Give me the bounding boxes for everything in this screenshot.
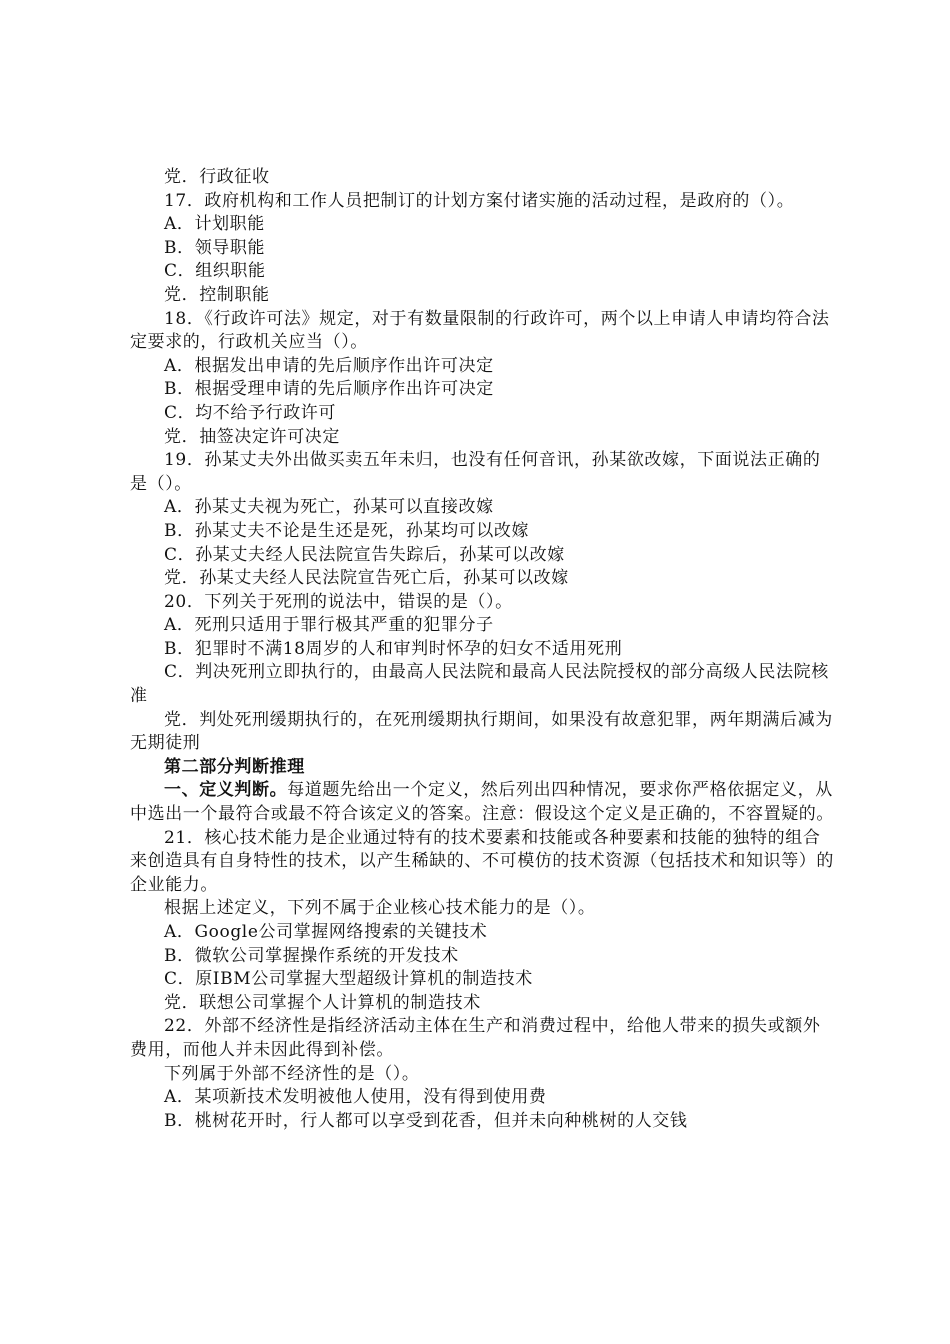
question-17: 17．政府机构和工作人员把制订的计划方案付诸实施的活动过程，是政府的（）。 xyxy=(164,190,795,211)
option-d: 党．行政征收 xyxy=(164,167,270,187)
option-d: 党．控制职能 xyxy=(164,284,270,305)
option-a: A．Google公司掌握网络搜索的关键技术 xyxy=(164,922,488,942)
option-b: B．犯罪时不满18周岁的人和审判时怀孕的妇女不适用死刑 xyxy=(164,638,623,659)
question-18: 18．《行政许可法》规定，对于有数量限制的行政许可，两个以上申请人申请均符合法定要求的，行政机关应当（）。 xyxy=(130,308,830,353)
option-b: B．桃树花开时，行人都可以享受到花香，但并未向种桃树的人交钱 xyxy=(164,1110,688,1131)
option-c: C．组织职能 xyxy=(164,261,266,282)
option-d: 党．判处死刑缓期执行的，在死刑缓期执行期间，如果没有故意犯罪，两年期满后减为无期徒刑 xyxy=(130,709,833,754)
question-19: 19．孙某丈夫外出做买卖五年未归，也没有任何音讯，孙某欲改嫁，下面说法正确的是（）。 xyxy=(130,450,821,494)
option-b: B．孙某丈夫不论是生还是死，孙某均可以改嫁 xyxy=(164,520,530,541)
option-a: A．死刑只适用于罪行极其严重的犯罪分子 xyxy=(164,615,494,636)
option-c: C．均不给予行政许可 xyxy=(164,402,337,423)
option-d: 党．联想公司掌握个人计算机的制造技术 xyxy=(164,992,481,1013)
definition-intro-text: 每道题先给出一个定义，然后列出四种情况，要求你严格依据定义，从中选出一个最符合或最不符合该定义的答案。注意：假设这个定义是正确的，不容置疑的。 xyxy=(130,780,834,825)
option-d: 党．抽签决定许可决定 xyxy=(164,426,340,447)
option-a: A．某项新技术发明被他人使用，没有得到使用费 xyxy=(164,1087,547,1108)
option-c: C．孙某丈夫经人民法院宣告失踪后，孙某可以改嫁 xyxy=(164,544,565,565)
option-c: C．原IBM公司掌握大型超级计算机的制造技术 xyxy=(164,969,533,990)
definition-intro xyxy=(130,779,834,826)
option-a: A．孙某丈夫视为死亡，孙某可以直接改嫁 xyxy=(164,497,494,518)
option-b: B．微软公司掌握操作系统的开发技术 xyxy=(164,945,459,966)
question-21: 21．核心技术能力是企业通过特有的技术要素和技能或各种要素和技能的独特的组合来创造具有自身特性的技术，以产生稀缺的、不可模仿的技术资源（包括技术和知识等）的企业能力。 xyxy=(130,827,834,895)
question-22-prompt: 下列属于外部不经济性的是（）。 xyxy=(164,1063,420,1084)
option-a: A．计划职能 xyxy=(164,214,265,235)
question-22: 22．外部不经济性是指经济活动主体在生产和消费过程中，给他人带来的损失或额外费用，而他人并未因此得到补偿。 xyxy=(130,1016,821,1060)
question-21-prompt: 根据上述定义，下列不属于企业核心技术能力的是（）。 xyxy=(164,898,596,919)
option-b: B．根据受理申请的先后顺序作出许可决定 xyxy=(164,379,494,400)
option-d: 党．孙某丈夫经人民法院宣告死亡后，孙某可以改嫁 xyxy=(164,568,569,589)
option-b: B．领导职能 xyxy=(164,237,266,258)
document-body xyxy=(130,166,834,1133)
definition-intro-lead: 一、定义判断。 xyxy=(164,780,288,801)
question-20: 20．下列关于死刑的说法中，错误的是（）。 xyxy=(164,591,513,612)
section-heading: 第二部分判断推理 xyxy=(164,756,305,777)
option-c: C．判决死刑立即执行的，由最高人民法院和最高人民法院授权的部分高级人民法院核准 xyxy=(130,662,829,707)
option-a: A．根据发出申请的先后顺序作出许可决定 xyxy=(164,355,494,376)
